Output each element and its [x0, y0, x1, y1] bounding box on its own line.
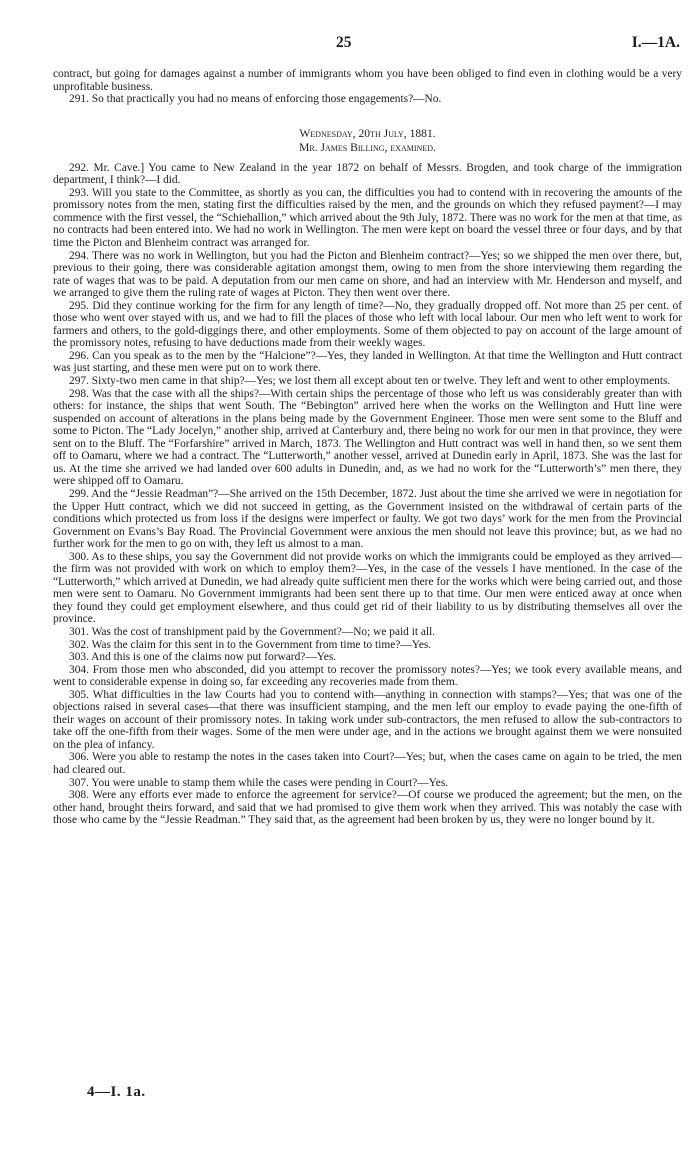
page-header — [0, 34, 700, 56]
question-299: 299. And the “Jessie Readman”?—She arrived on the 15th December, 1872. Just about the time she arrived we were in negotiation for the Upper Hutt contract, which we did not succeed in getting, as the Government insisted on the withdrawal of certain parts of the conditions which protected us from loss if the designs were imperfect or faulty. We got two days’ work for the men from the Provincial Government on Evans’s Bay Road. The Provincial Government were anxious the men should not leave this province; but, as we had no further work for the men to go on with, they left us almost to a man. — [53, 487, 682, 551]
question-292: 292. Mr. Cave.] You came to New Zealand in the year 1872 on behalf of Messrs. Brogden, and took charge of the immigration department, I think?—I did. — [53, 161, 682, 187]
question-304: 304. From those men who absconded, did you attempt to recover the promissory notes?—Yes; we took every available means, and went to considerable expense in doing so, far exceeding any recoveries made from them. — [53, 663, 682, 689]
minutes-body — [53, 68, 682, 827]
question-300: 300. As to these ships, you say the Government did not provide works on which the immigrants could be employed as they arrived—the firm was not provided with work on which to employ them?—Yes, in the case of the vessels I have mentioned. In the case of the “Lutterworth,” which arrived at Dunedin, we had already quite sufficient men there for the works which were being carried out, and those men were sent to Oamaru. No Government immigrants had been sent there up to that time. Our men were enticed away at once when they found they could get employment elsewhere, and thus could get rid of their liability to us by distributing themselves all over the province. — [53, 550, 682, 626]
question-306: 306. Were you able to restamp the notes in the cases taken into Court?—Yes; but, when the cases came on again to be tried, the men had cleared out. — [53, 751, 682, 776]
question-297: 297. Sixty-two men came in that ship?—Yes; we lost them all except about ten or twelve. They left and went to other employments. — [69, 375, 671, 388]
paragraph-continuation: contract, but going for damages against a number of immigrants whom you have been obliged to find even in clothing would be a very unprofitable business. — [53, 68, 682, 93]
question-291: 291. So that practically you had no means of enforcing those engagements?—No. — [69, 93, 442, 106]
signature-mark: 4—I. 1a. — [87, 1084, 146, 1100]
question-296: 296. Can you speak as to the men by the “Halcione”?—Yes, they landed in Wellington. At that time the Wellington and Hutt contract was just starting, and these men were put on to work there. — [53, 349, 682, 375]
witness-line: Mr. James Billing, examined. — [299, 141, 436, 155]
date-heading: Wednesday, 20th July, 1881. — [299, 126, 436, 140]
question-293: 293. Will you state to the Committee, as shortly as you can, the difficulties you had to contend with in recovering the amounts of the promissory notes from the men, stating first the difficulties raised by the men, and the grounds on which they refused payment?—I may commence with the first vessel, the “Schiehallion,” which arrived about the 9th July, 1872. There was no work for the men at that time, as no contracts had been entered into. We had no work in Wellington. The men were kept on board the vessel three or four days, and by that time the Picton and Blenheim contract was arranged for. — [53, 186, 682, 250]
question-305: 305. What difficulties in the law Courts had you to contend with—anything in connection with stamps?—Yes; that was one of the objections raised in several cases—that there was insufficient stamping, and the men left our employ to evade paying the one-fifth of their wages on account of their promissory notes. In taking work under sub-contractors, the men refused to allow the sub-contractors to take off the one-fifth from their wages. Some of the men were under age, and in the actions we brought against them we were nonsuited on the plea of infancy. — [53, 688, 682, 751]
question-302: 302. Was the claim for this sent in to the Government from time to time?—Yes. — [69, 638, 432, 651]
question-303: 303. And this is one of the claims now put forward?—Yes. — [69, 651, 337, 664]
question-295: 295. Did they continue working for the firm for any length of time?—No, they gradually dropped off. Not more than 25 per cent. of those who went over stayed with us, and we had to fill the places of those who left with local labour. Our men who left went to work for farmers and others, to the gold-diggings there, and other employments. Some of them objected to pay on account of the large amount of the promissory notes, refusing to have deductions made from their weekly wages. — [53, 299, 682, 350]
question-301: 301. Was the cost of transhipment paid by the Government?—No; we paid it all. — [69, 625, 436, 638]
page-number: 25 — [336, 34, 352, 51]
question-294: 294. There was no work in Wellington, but you had the Picton and Blenheim contract?—Yes; so we shipped the men over there, but, previous to their going, there was considerable agitation amongst them, owing to men from the shore interviewing them regarding the rate of wages that was to be paid. A deputation from our men came on shore, and had an interview with Mr. Henderson and myself, and we arranged to give them the ruling rate of wages at Picton. They then went over there. — [53, 249, 682, 300]
question-307: 307. You were unable to stamp them while the cases were pending in Court?—Yes. — [69, 776, 449, 789]
paper-reference: I.—1A. — [631, 34, 680, 51]
question-298: 298. Was that the case with all the ships?—With certain ships the percentage of those who left us was considerably greater than with others: for instance, the ships that went South. The “Bebington” arrived here when the works on the Wellington and Hutt line were suspended on account of alterations in the plans being made by the Government Engineer. Those men were sent some to the Bluff and some to Picton. The “Lady Jocelyn,” another ship, arrived at Canterbury and, there being no work for our men in that province, they were sent on to the Bluff. The “Forfarshire” arrived in March, 1873. The Wellington and Hutt contract was well in hand then, so we sent them off to Oamaru, where we had a contract. The “Lutterworth,” another vessel, arrived at Dunedin early in April, 1873. She was the last for us. At the time she arrived we had landed over 600 adults in Dunedin, and, as we had no work for the “Lutterworth’s” men there, they were shipped off to Oamaru. — [53, 387, 682, 488]
question-308: 308. Were any efforts ever made to enforce the agreement for service?—Of course we produced the agreement; but the men, on the other hand, brought theirs forward, and said that we had promised to give them work when they arrived. This was notably the case with those who came by the “Jessie Readman.” They said that, as the agreement had been broken by us, they were no longer bound by it. — [53, 789, 682, 827]
